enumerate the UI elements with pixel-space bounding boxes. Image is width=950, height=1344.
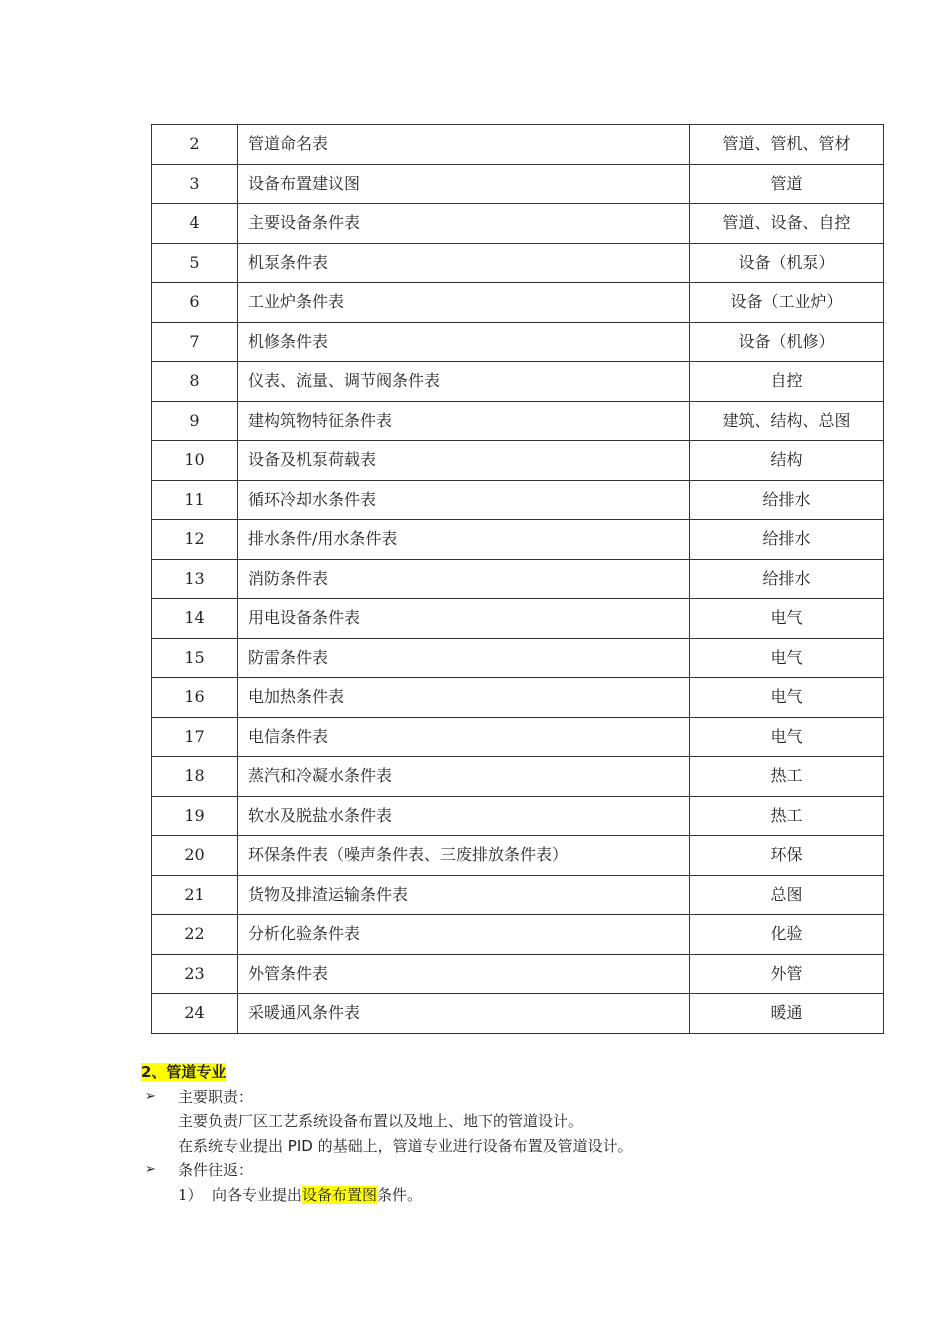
- conditions-table-body: [152, 125, 884, 1034]
- table-row: [152, 915, 884, 955]
- row-number: 13: [152, 559, 238, 599]
- table-row: [152, 559, 884, 599]
- row-department: 电气: [690, 717, 884, 757]
- row-number: 17: [152, 717, 238, 757]
- duties-line-2-pid: PID: [287, 1136, 313, 1155]
- arrow-bullet-icon: ➢: [145, 1162, 156, 1177]
- row-condition-name: 货物及排渣运输条件表: [238, 875, 690, 915]
- row-number: 2: [152, 125, 238, 165]
- table-row: [152, 836, 884, 876]
- row-number: 10: [152, 441, 238, 481]
- table-row: [152, 362, 884, 402]
- duties-line-1-text: 主要负责厂区工艺系统设备布置以及地上、地下的管道设计。: [178, 1112, 584, 1130]
- duties-label: 主要职责：: [178, 1087, 254, 1106]
- row-number: 16: [152, 678, 238, 718]
- row-department: 环保: [690, 836, 884, 876]
- row-department: 给排水: [690, 480, 884, 520]
- row-condition-name: 机泵条件表: [238, 243, 690, 283]
- table-row: [152, 599, 884, 639]
- table-row: [152, 717, 884, 757]
- row-number: 6: [152, 283, 238, 323]
- piping-section: [141, 1060, 901, 1207]
- table-row: [152, 322, 884, 362]
- row-condition-name: 管道命名表: [238, 125, 690, 165]
- conditions-table: [151, 124, 884, 1034]
- table-row: [152, 441, 884, 481]
- row-condition-name: 设备及机泵荷载表: [238, 441, 690, 481]
- row-number: 12: [152, 520, 238, 560]
- row-department: 化验: [690, 915, 884, 955]
- table-row: [152, 204, 884, 244]
- table-row: [152, 283, 884, 323]
- conditions-item-1: [141, 1183, 901, 1208]
- row-condition-name: 工业炉条件表: [238, 283, 690, 323]
- duties-bullet: [141, 1085, 901, 1110]
- row-number: 9: [152, 401, 238, 441]
- row-department: 给排水: [690, 559, 884, 599]
- row-department: 设备（工业炉）: [690, 283, 884, 323]
- row-number: 20: [152, 836, 238, 876]
- row-condition-name: 机修条件表: [238, 322, 690, 362]
- row-department: 自控: [690, 362, 884, 402]
- item-number: 1）: [178, 1185, 203, 1204]
- duties-line-2: [141, 1134, 901, 1159]
- row-department: 外管: [690, 954, 884, 994]
- row-condition-name: 采暖通风条件表: [238, 994, 690, 1034]
- item-1-highlight: 设备布置图: [302, 1185, 378, 1204]
- row-condition-name: 仪表、流量、调节阀条件表: [238, 362, 690, 402]
- row-condition-name: 循环冷却水条件表: [238, 480, 690, 520]
- row-number: 22: [152, 915, 238, 955]
- row-department: 热工: [690, 757, 884, 797]
- row-condition-name: 防雷条件表: [238, 638, 690, 678]
- table-row: [152, 796, 884, 836]
- row-condition-name: 分析化验条件表: [238, 915, 690, 955]
- row-condition-name: 软水及脱盐水条件表: [238, 796, 690, 836]
- row-condition-name: 电信条件表: [238, 717, 690, 757]
- arrow-bullet-icon: ➢: [145, 1088, 156, 1104]
- row-number: 8: [152, 362, 238, 402]
- table-row: [152, 994, 884, 1034]
- row-condition-name: 环保条件表（噪声条件表、三废排放条件表）: [238, 836, 690, 876]
- row-department: 管道: [690, 164, 884, 204]
- item-1-pre: 向各专业提出: [212, 1185, 303, 1204]
- table-row: [152, 954, 884, 994]
- row-number: 3: [152, 164, 238, 204]
- section-heading-text: 2、管道专业: [141, 1063, 227, 1081]
- table-row: [152, 480, 884, 520]
- row-condition-name: 外管条件表: [238, 954, 690, 994]
- row-number: 15: [152, 638, 238, 678]
- row-condition-name: 设备布置建议图: [238, 164, 690, 204]
- row-department: 总图: [690, 875, 884, 915]
- table-row: [152, 164, 884, 204]
- conditions-bullet: [141, 1158, 901, 1183]
- row-department: 设备（机修）: [690, 322, 884, 362]
- row-condition-name: 建构筑物特征条件表: [238, 401, 690, 441]
- table-row: [152, 638, 884, 678]
- table-row: [152, 125, 884, 165]
- table-row: [152, 875, 884, 915]
- table-row: [152, 520, 884, 560]
- row-department: 电气: [690, 638, 884, 678]
- row-department: 暖通: [690, 994, 884, 1034]
- table-row: [152, 243, 884, 283]
- row-number: 18: [152, 757, 238, 797]
- row-number: 7: [152, 322, 238, 362]
- table-row: [152, 401, 884, 441]
- section-heading: [141, 1060, 901, 1085]
- row-department: 结构: [690, 441, 884, 481]
- duties-line-2-post: 的基础上，管道专业进行设备布置及管道设计。: [312, 1136, 633, 1155]
- row-number: 24: [152, 994, 238, 1034]
- row-number: 4: [152, 204, 238, 244]
- table-row: [152, 757, 884, 797]
- row-number: 21: [152, 875, 238, 915]
- row-condition-name: 主要设备条件表: [238, 204, 690, 244]
- row-department: 热工: [690, 796, 884, 836]
- row-number: 11: [152, 480, 238, 520]
- row-department: 给排水: [690, 520, 884, 560]
- conditions-label: 条件往返：: [178, 1161, 254, 1179]
- row-department: 建筑、结构、总图: [690, 401, 884, 441]
- row-condition-name: 蒸汽和冷凝水条件表: [238, 757, 690, 797]
- row-number: 19: [152, 796, 238, 836]
- row-condition-name: 用电设备条件表: [238, 599, 690, 639]
- duties-line-1: [141, 1109, 901, 1134]
- row-department: 设备（机泵）: [690, 243, 884, 283]
- row-condition-name: 电加热条件表: [238, 678, 690, 718]
- row-department: 电气: [690, 678, 884, 718]
- item-1-post: 条件。: [377, 1185, 423, 1204]
- duties-line-2-pre: 在系统专业提出: [178, 1136, 288, 1155]
- row-department: 管道、管机、管材: [690, 125, 884, 165]
- row-number: 14: [152, 599, 238, 639]
- row-condition-name: 排水条件/用水条件表: [238, 520, 690, 560]
- row-condition-name: 消防条件表: [238, 559, 690, 599]
- table-row: [152, 678, 884, 718]
- row-department: 管道、设备、自控: [690, 204, 884, 244]
- row-number: 23: [152, 954, 238, 994]
- row-number: 5: [152, 243, 238, 283]
- row-department: 电气: [690, 599, 884, 639]
